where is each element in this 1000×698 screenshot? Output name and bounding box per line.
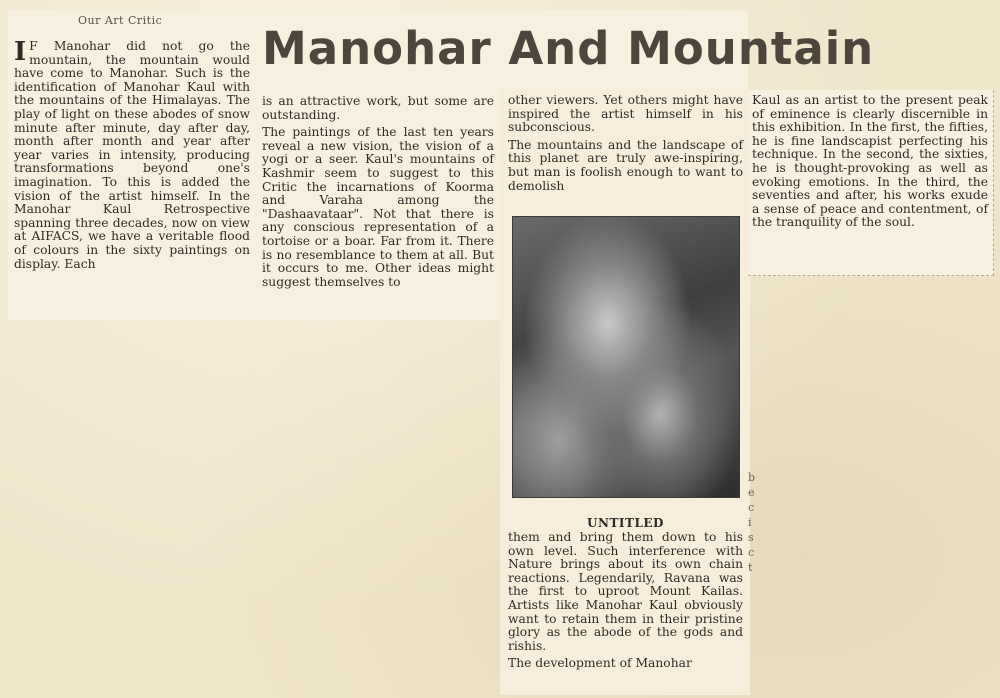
byline: Our Art Critic (78, 14, 163, 27)
column-3-paragraph: The development of Manohar (508, 656, 692, 671)
column-3-paragraph: them and bring them down to his own level. Such interference with Nature brings about its own chain reactions. Legendarily, Ravana was the first to uproot Mount Kailas. Artists like Manohar Kaul obviously want to retain them in their pristine glory as the abode of the gods and rishis. (508, 530, 743, 653)
article-column-2 (262, 95, 494, 293)
column-2-paragraph: The paintings of the last ten years reveal a new vision, the vision of a yogi or a seer. Kaul's mountains of Kashmir seem to suggest to this Critic the incarnations of Koorma and Varaha among the "Dashaavataar". Not that there is any conscious representation of a tortoise or a boar. Far from it. There is no resemblance to them at all. But it occurs to me. Other ideas might suggest themselves to (262, 125, 494, 289)
photo-caption: UNTITLED (587, 516, 664, 530)
article-column-4 (752, 94, 988, 230)
headline: Manohar And Mountain (262, 22, 875, 75)
column-2-paragraph: is an attractive work, but some are outstanding. (262, 94, 494, 122)
article-column-3 (508, 94, 743, 197)
column-3-paragraph: other viewers. Yet others might have inspired the artist himself in his subconscious. (508, 93, 743, 135)
column-1-text: F Manohar did not go the mountain, the mountain would have come to Manohar. Such is the identification of Manohar Kaul with the mountains of the Himalayas. The play of light on these abodes of snow minute after minute, day after day, month after month and year after year varies in intensity, producing transformations beyond one's imagination. To this is added the vision of the artist himself. In the Manohar Kaul Retrospective spanning three decades, now on view at AIFACS, we have a veritable flood of colours in the sixty paintings on display. Each (14, 39, 250, 271)
column-3-paragraph: The mountains and the landscape of this planet are truly awe-inspiring, but man is foolish enough to want to demolish (508, 137, 743, 193)
bleed-through-letters: b e c i s c t (748, 471, 756, 574)
drop-cap: I (14, 37, 27, 67)
article-column-3-continued (508, 531, 743, 675)
untitled-painting-photo (512, 216, 740, 498)
article-column-1 (14, 37, 250, 271)
column-4-text: Kaul as an artist to the present peak of eminence is clearly discernible in this exhibition. In the first, the fifties, he is fine landscapist perfecting his technique. In the second, the sixties, he is thought-provoking as well as evoking emotions. In the third, the seventies and after, his works exude a sense of peace and contentment, of the tranquility of the soul. (752, 93, 988, 230)
